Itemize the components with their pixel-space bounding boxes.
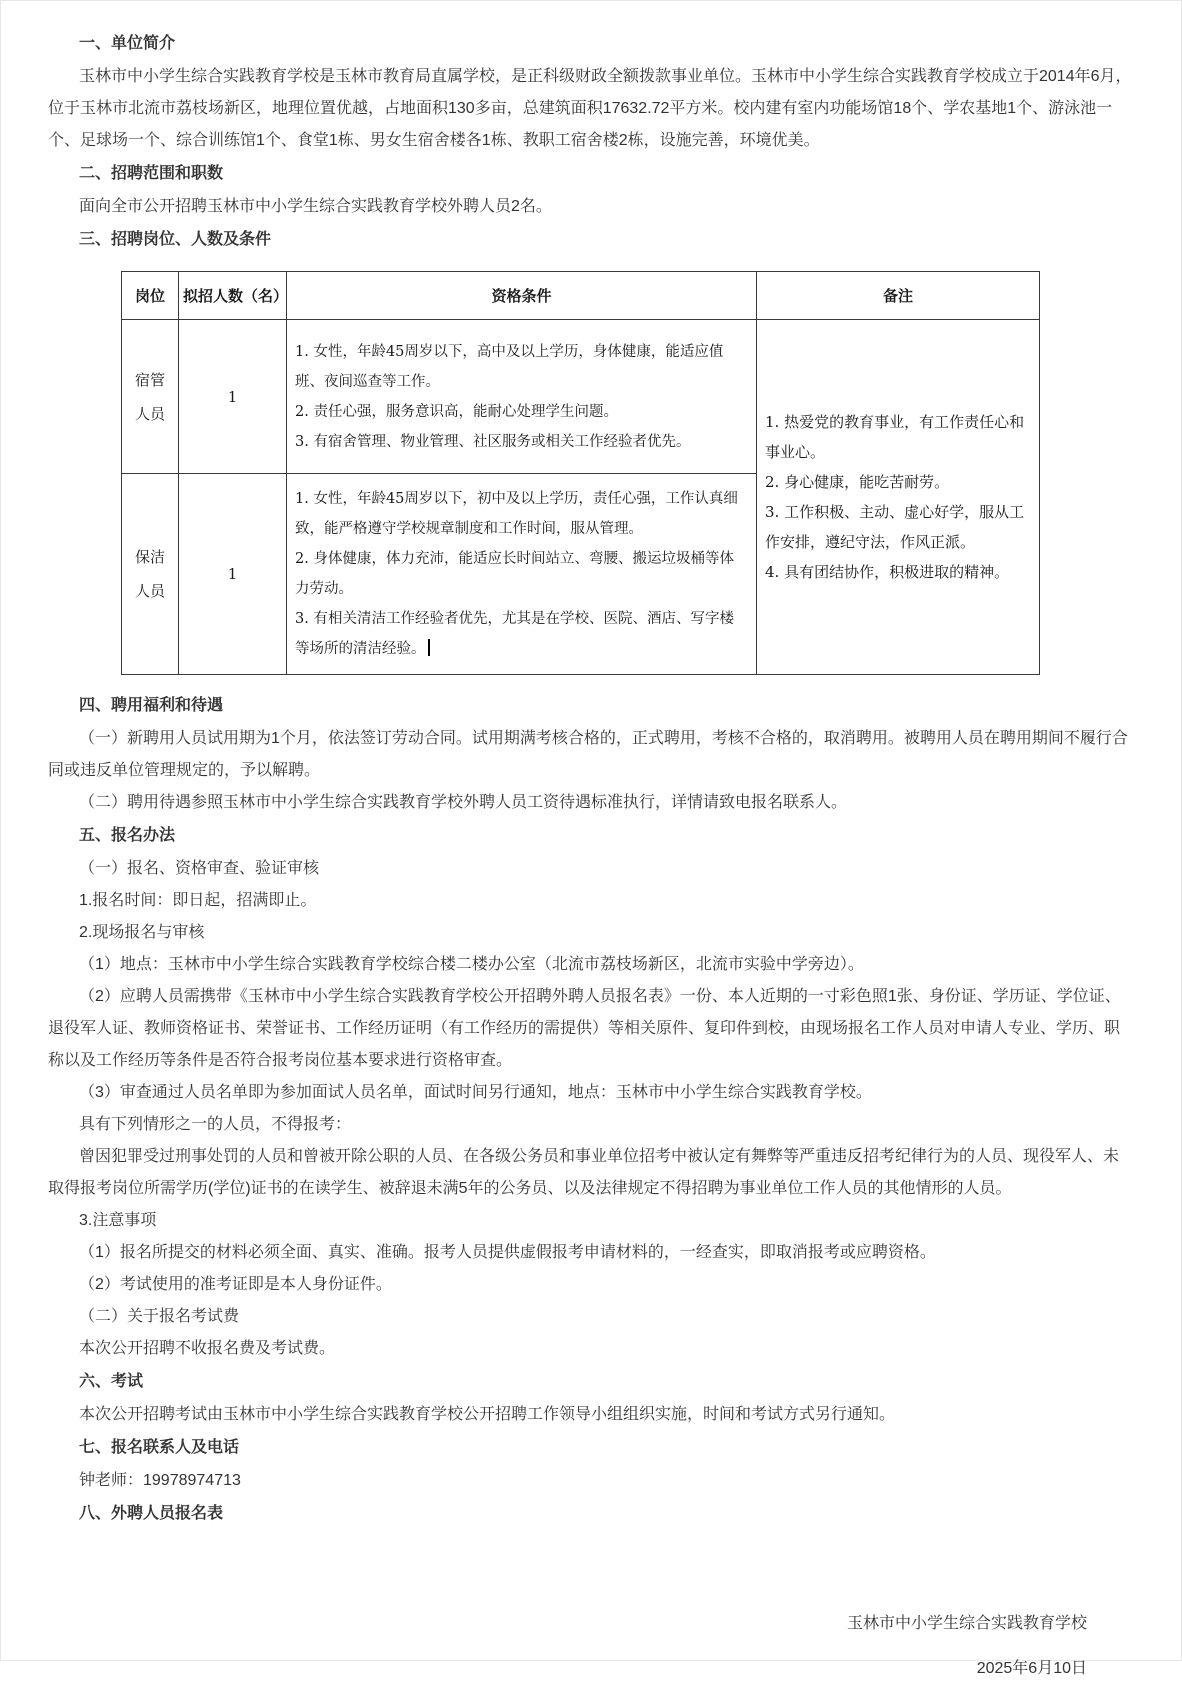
section-heading-positions: 三、招聘岗位、人数及条件: [79, 231, 272, 248]
qualifications-cell[interactable]: [287, 474, 757, 675]
table-header-qualifications: 资格条件: [287, 272, 757, 320]
remark-cell: [757, 320, 1040, 675]
paragraph-exam: 本次公开招聘考试由玉林市中小学生综合实践教育学校公开招聘工作领导小组组织实施，时间和考试方式另行通知。: [79, 1406, 896, 1423]
paragraph-ineligible-intro: 具有下列情形之一的人员，不得报考：: [79, 1116, 352, 1133]
section-heading-recruit-scope: 二、招聘范围和职数: [79, 165, 224, 182]
qualification-line: 3. 有宿舍管理、物业管理、社区服务或相关工作经验者优先。: [295, 433, 691, 450]
paragraph-fee-detail: 本次公开招聘不收报名费及考试费。: [79, 1340, 336, 1357]
document-footer: [48, 1601, 1134, 1691]
footer-org: 玉林市中小学生综合实践教育学校: [846, 1615, 1087, 1632]
paragraph-materials: （2）应聘人员需携带《玉林市中小学生综合实践教育学校公开招聘外聘人员报名表》一份、本人近期的一寸彩色照1张、身份证、学历证、学位证、退役军人证、教师资格证书、荣誉证书、工作经历证明（有工作经历的需提供）等相关原件、复印件到校，由现场报名工作人员对申请人专业、学历、职称以及工作经历等条件是否符合报考岗位基本要求进行资格审查。: [48, 988, 1121, 1069]
qualification-line: 1. 女性，年龄45周岁以下，高中及以上学历，身体健康，能适应值班、夜间巡查等工作。: [295, 343, 724, 390]
table-row-dorm-manager: [122, 320, 1040, 474]
table-header-remark: 备注: [757, 272, 1040, 320]
positions-table: [121, 271, 1040, 675]
remark-line: 2. 身心健康，能吃苦耐劳。: [765, 473, 950, 491]
table-header-count: 拟招人数（名）: [179, 272, 287, 320]
qualification-line: 1. 女性，年龄45周岁以下，初中及以上学历，责任心强，工作认真细致，能严格遵守学校规章制度和工作时间，服从管理。: [295, 491, 738, 537]
paragraph-fee-heading: （二）关于报名考试费: [79, 1308, 240, 1325]
section-heading-unit-intro: 一、单位简介: [79, 35, 176, 52]
table-header-post: 岗位: [122, 272, 179, 320]
section-heading-exam: 六、考试: [79, 1373, 144, 1390]
section-heading-application: 五、报名办法: [79, 827, 176, 844]
text-cursor: [428, 639, 430, 656]
footer-date: 2025年6月10日: [976, 1660, 1087, 1677]
paragraph-notes-1: （1）报名所提交的材料必须全面、真实、准确。报考人员提供虚假报考申请材料的，一经查实，即取消报考或应聘资格。: [79, 1244, 936, 1261]
section-heading-benefits: 四、聘用福利和待遇: [79, 697, 224, 714]
remark-line: 4. 具有团结协作，积极进取的精神。: [765, 563, 1010, 581]
qualification-line: 2. 责任心强，服务意识高，能耐心处理学生问题。: [295, 403, 618, 420]
qualification-text: 3. 有相关清洁工作经验者优先，尤其是在学校、医院、酒店、写字楼等场所的清洁经验。: [295, 611, 734, 657]
remark-line: 1. 热爱党的教育事业，有工作责任心和事业心。: [765, 413, 1025, 461]
paragraph-interview-list: （3）审查通过人员名单即为参加面试人员名单，面试时间另行通知，地点：玉林市中小学生综合实践教育学校。: [79, 1084, 872, 1101]
paragraph-contact-phone: 钟老师：19978974713: [79, 1472, 241, 1489]
remark-line: 3. 工作积极、主动、虚心好学，服从工作安排，遵纪守法，作风正派。: [765, 503, 1025, 551]
post-cell: 保洁人员: [122, 474, 179, 675]
qualifications-cell: [287, 320, 757, 474]
paragraph-unit-intro: 玉林市中小学生综合实践教育学校是玉林市教育局直属学校，是正科级财政全额拨款事业单位。玉林市中小学生综合实践教育学校成立于2014年6月，位于玉林市北流市荔枝场新区，地理位置优越，占地面积130多亩，总建筑面积17632.72平方米。校内建有室内功能场馆18个、学农基地1个、游泳池一个、足球场一个、综合训练馆1个、食堂1栋、男女生宿舍楼各1栋、教职工宿舍楼2栋，设施完善，环境优美。: [48, 68, 1132, 149]
section-heading-contact: 七、报名联系人及电话: [79, 1439, 240, 1456]
paragraph-benefits-1: （一）新聘用人员试用期为1个月，依法签订劳动合同。试用期满考核合格的，正式聘用，考核不合格的，取消聘用。被聘用人员在聘用期间不履行合同或违反单位管理规定的，予以解聘。: [48, 730, 1128, 779]
paragraph-application-time: 1.报名时间：即日起，招满即止。: [79, 892, 317, 909]
paragraph-recruit-scope: 面向全市公开招聘玉林市中小学生综合实践教育学校外聘人员2名。: [79, 198, 552, 215]
post-cell: 宿管人员: [122, 320, 179, 474]
document-page[interactable]: [1, 1, 1181, 1691]
paragraph-location: （1）地点：玉林市中小学生综合实践教育学校综合楼二楼办公室（北流市荔枝场新区，北流市实验中学旁边）。: [79, 956, 864, 973]
paragraph-application-review: （一）报名、资格审查、验证审核: [79, 860, 320, 877]
qualification-line: 2. 身体健康，体力充沛，能适应长时间站立、弯腰、搬运垃圾桶等体力劳动。: [295, 551, 734, 597]
paragraph-onsite-review: 2.现场报名与审核: [79, 924, 205, 941]
count-cell: 1: [179, 474, 287, 675]
table-header-row: [122, 272, 1040, 320]
paragraph-benefits-2: （二）聘用待遇参照玉林市中小学生综合实践教育学校外聘人员工资待遇标准执行，详情请致电报名联系人。: [79, 794, 848, 811]
qualification-line: [295, 604, 748, 664]
count-cell: 1: [179, 320, 287, 474]
paragraph-ineligible-detail: 曾因犯罪受过刑事处罚的人员和曾被开除公职的人员、在各级公务员和事业单位招考中被认定有舞弊等严重违反招考纪律行为的人员、现役军人、未取得报考岗位所需学历(学位)证书的在读学生、被辞退未满5年的公务员、以及法律规定不得招聘为事业单位工作人员的其他情形的人员。: [48, 1148, 1120, 1197]
paragraph-notes-heading: 3.注意事项: [79, 1212, 157, 1229]
paragraph-notes-2: （2）考试使用的准考证即是本人身份证件。: [79, 1276, 392, 1293]
section-heading-form: 八、外聘人员报名表: [79, 1505, 224, 1522]
